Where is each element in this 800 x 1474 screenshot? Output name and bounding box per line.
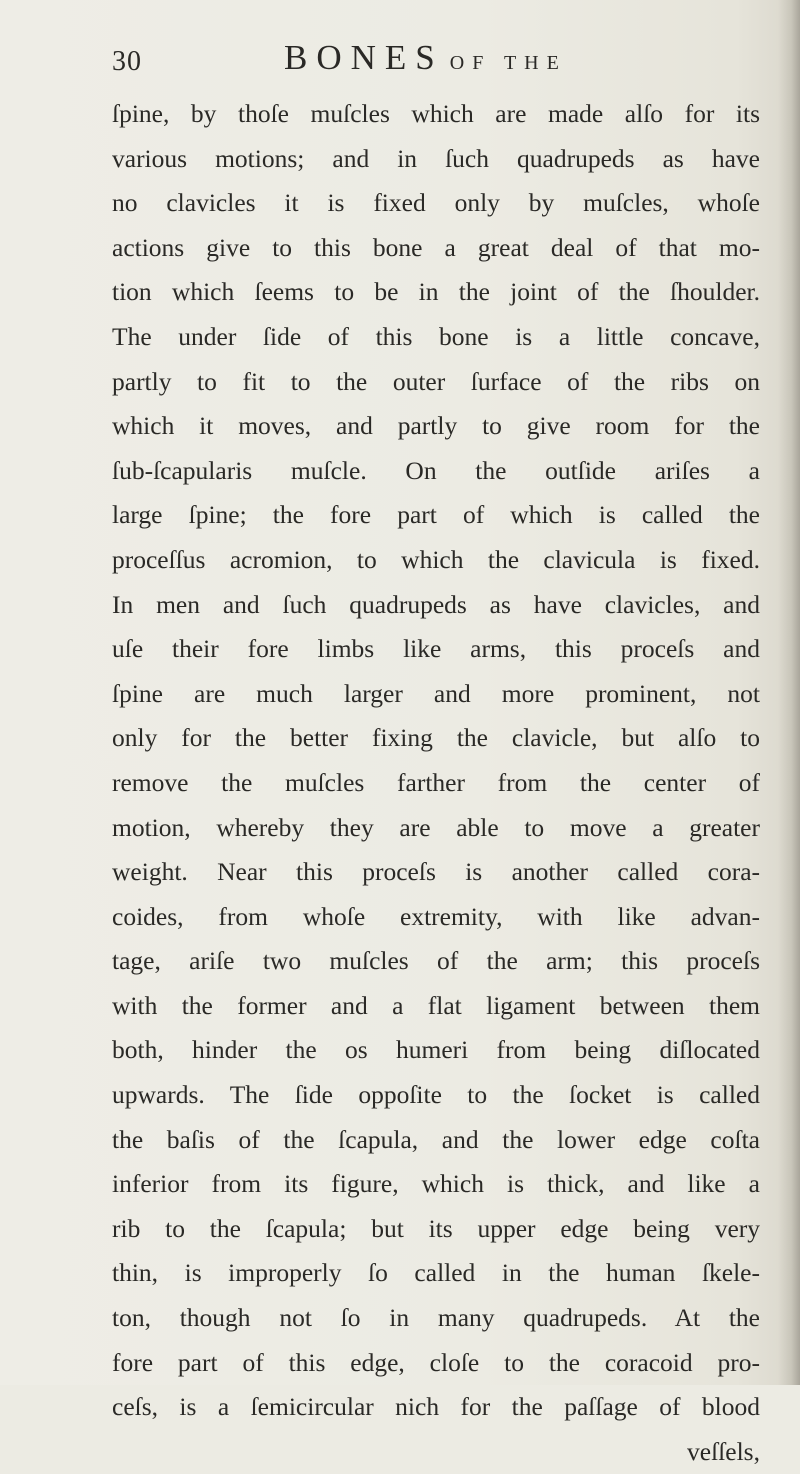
text-line: uſe their fore limbs like arms, this proceſs and — [112, 634, 760, 664]
text-line: various motions; and in ſuch quadrupeds as have — [112, 143, 760, 173]
text-line: actions give to this bone a great deal of that mo- — [112, 232, 760, 262]
text-line: In men and ſuch quadrupeds as have clavicles, and — [112, 589, 760, 619]
text-line: upwards. The ſide oppoſite to the ſocket is called — [112, 1080, 760, 1110]
text-line: ſpine, by thoſe muſcles which are made alſo for its — [112, 99, 760, 128]
text-line: weight. Near this proceſs is another called cora- — [112, 857, 760, 887]
text-line: no clavicles it is fixed only by muſcles, whoſe — [112, 188, 760, 218]
text-line: motion, whereby they are able to move a greater — [112, 812, 760, 842]
text-line: fore part of this edge, cloſe to the coracoid pro- — [112, 1347, 760, 1377]
text-line: ton, though not ſo in many quadrupeds. At the — [112, 1303, 760, 1333]
text-line: the baſis of the ſcapula, and the lower edge coſta — [112, 1124, 760, 1154]
running-head-title-rest: OF THE — [449, 52, 567, 74]
text-line: ceſs, is a ſemicircular nich for the paſſage of blood — [112, 1392, 760, 1422]
text-line: ſpine are much larger and more prominent, not — [112, 678, 760, 708]
text-line: large ſpine; the fore part of which is called the — [112, 500, 760, 530]
text-line: remove the muſcles farther from the center of — [112, 767, 760, 797]
text-line: ſub-ſcapularis muſcle. On the outſide ariſes a — [112, 455, 760, 485]
text-line: partly to fit to the outer ſurface of the ribs on — [112, 366, 760, 396]
running-head-title-main: BONES — [284, 38, 444, 77]
text-line: thin, is improperly ſo called in the human ſkele- — [112, 1258, 760, 1288]
text-line: proceſſus acromion, to which the clavicula is fixed. — [112, 544, 760, 574]
text-line: tage, ariſe two muſcles of the arm; this proceſs — [112, 946, 760, 976]
text-line: only for the better fixing the clavicle, but alſo to — [112, 723, 760, 753]
text-line: The under ſide of this bone is a little concave, — [112, 321, 760, 351]
page-edge-shadow — [778, 0, 800, 1385]
text-line: with the former and a flat ligament between them — [112, 990, 760, 1020]
text-line: coides, from whoſe extremity, with like advan- — [112, 901, 760, 931]
text-line: rib to the ſcapula; but its upper edge being very — [112, 1213, 760, 1243]
text-line: both, hinder the os humeri from being diſlocated — [112, 1035, 760, 1065]
page-number: 30 — [112, 46, 142, 77]
text-line: tion which ſeems to be in the joint of the ſhoulder. — [112, 277, 760, 307]
body-text — [112, 92, 760, 1474]
running-head — [112, 38, 752, 82]
catchword: veſſels, — [687, 1436, 760, 1466]
running-head-title — [284, 38, 567, 78]
text-line: inferior from its figure, which is thick, and like a — [112, 1169, 760, 1199]
text-line: which it moves, and partly to give room for the — [112, 411, 760, 441]
